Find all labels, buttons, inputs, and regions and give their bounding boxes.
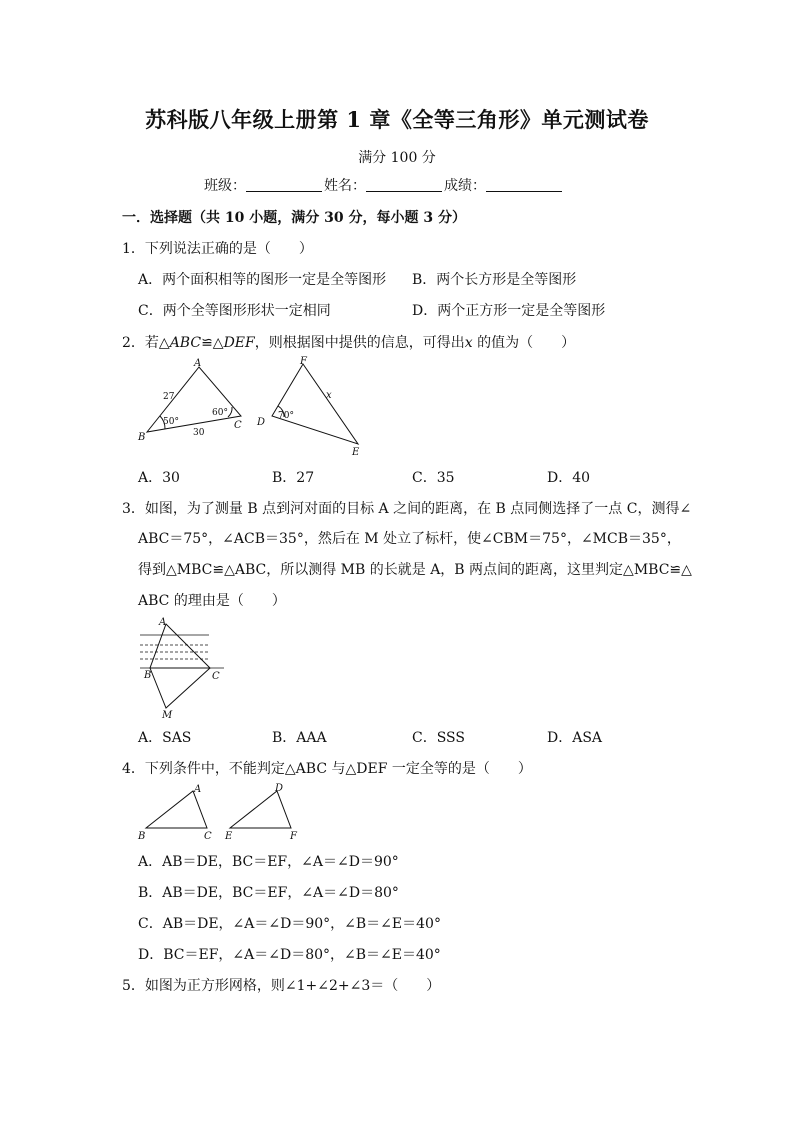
label-e: E	[352, 447, 360, 458]
label-b: B	[144, 670, 152, 681]
section-heading: 一．选择题（共 10 小题，满分 30 分，每小题 3 分）	[122, 210, 466, 226]
label-side-bc: 30	[193, 428, 205, 438]
q3-option-d[interactable]: D．ASA	[547, 730, 603, 746]
q1-option-b[interactable]: B．两个长方形是全等图形	[412, 272, 577, 288]
triangle-abc	[146, 791, 207, 828]
label-side-ab: 27	[163, 392, 175, 402]
name-blank[interactable]	[366, 177, 442, 192]
q3-line-3: 得到△MBC≌△ABC，所以测得 MB 的长就是 A，B 两点间的距离，这里判定△MBC≌△	[138, 562, 692, 578]
label-a: A	[159, 617, 167, 628]
label-d: D	[257, 417, 266, 428]
label-a: A	[194, 784, 202, 795]
label-c: C	[212, 671, 220, 682]
triangle-def	[272, 364, 358, 444]
class-blank[interactable]	[246, 177, 322, 192]
page-title: 苏科版八年级上册第 1 章《全等三角形》单元测试卷	[145, 107, 649, 132]
q2-stem: 2．若△ABC≌△DEF，则根据图中提供的信息，可得出x 的值为（ ）	[122, 335, 576, 351]
q3-option-b[interactable]: B．AAA	[272, 730, 327, 746]
triangle-abc	[147, 367, 241, 432]
q4-option-c[interactable]: C．AB＝DE，∠A＝∠D＝90°，∠B＝∠E＝40°	[138, 916, 441, 932]
q4-option-d[interactable]: D．BC＝EF，∠A＝∠D＝80°，∠B＝∠E＝40°	[138, 947, 441, 963]
q5-stem: 5．如图为正方形网格，则∠1+∠2+∠3＝（ ）	[122, 978, 441, 994]
label-f: F	[300, 356, 307, 367]
label-a: A	[194, 358, 202, 369]
class-field	[204, 175, 564, 195]
label-x: x	[326, 390, 332, 401]
q1-option-a[interactable]: A．两个面积相等的图形一定是全等图形	[138, 272, 387, 288]
q1-stem: 1．下列说法正确的是（ ）	[122, 241, 313, 257]
q2-figure	[130, 356, 370, 462]
label-b: B	[138, 831, 146, 842]
label-d: D	[275, 783, 284, 794]
q2-option-c[interactable]: C．35	[412, 470, 455, 486]
q4-figure	[132, 780, 312, 846]
class-label: 班级：	[204, 178, 246, 194]
score-blank[interactable]	[486, 177, 562, 192]
q4-option-b[interactable]: B．AB＝DE，BC＝EF，∠A＝∠D＝80°	[138, 885, 399, 901]
q2-option-b[interactable]: B．27	[272, 470, 315, 486]
q3-line-2: ABC＝75°，∠ACB＝35°，然后在 M 处立了标杆，使∠CBM＝75°，∠MCB＝35°，	[138, 531, 681, 547]
q1-option-c[interactable]: C．两个全等图形形状一定相同	[138, 303, 331, 319]
label-e: E	[225, 831, 233, 842]
label-m: M	[162, 710, 173, 721]
triangle-mbc	[150, 668, 210, 708]
q4-stem: 4．下列条件中，不能判定△ABC 与△DEF 一定全等的是（ ）	[122, 761, 532, 777]
triangle-abc	[150, 624, 210, 668]
score-label: 成绩：	[444, 178, 486, 194]
name-label: 姓名：	[324, 178, 366, 194]
label-c: C	[234, 420, 242, 431]
label-b: B	[138, 432, 146, 443]
q2-option-a[interactable]: A．30	[138, 470, 180, 486]
label-f: F	[290, 831, 297, 842]
q3-line-4: ABC 的理由是（ ）	[138, 593, 286, 609]
angle-c-arc	[228, 407, 232, 417]
q2-option-d[interactable]: D．40	[547, 470, 591, 486]
q4-option-a[interactable]: A．AB＝DE，BC＝EF，∠A＝∠D＝90°	[138, 854, 399, 870]
label-c: C	[204, 831, 212, 842]
label-angle-b: 50°	[163, 417, 179, 427]
q3-line-1: 3．如图，为了测量 B 点到河对面的目标 A 之间的距离，在 B 点同侧选择了一点 C，测得∠	[122, 501, 692, 517]
label-angle-d: 70°	[278, 411, 294, 421]
q1-option-d[interactable]: D．两个正方形一定是全等图形	[412, 303, 606, 319]
q3-option-a[interactable]: A．SAS	[138, 730, 192, 746]
label-angle-c: 60°	[212, 408, 228, 418]
q3-figure	[132, 615, 232, 723]
full-score: 满分 100 分	[358, 150, 436, 166]
q3-option-c[interactable]: C．SSS	[412, 730, 465, 746]
triangle-def	[230, 791, 291, 828]
